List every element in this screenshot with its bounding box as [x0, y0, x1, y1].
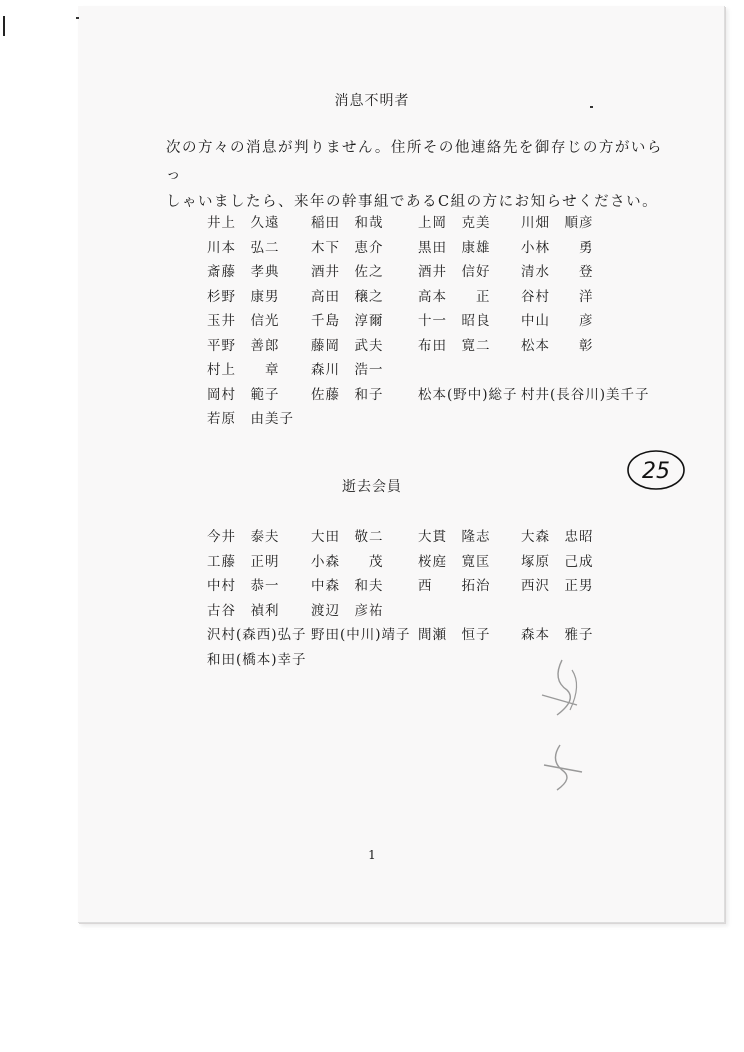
member-name: 布田 寛二	[418, 337, 491, 354]
member-name: 谷村 洋	[521, 288, 594, 305]
member-name: 森本 雅子	[521, 627, 594, 643]
member-name: 大森 忠昭	[521, 529, 594, 545]
intro-line-2: しゃいましたら、来年の幹事組であるC組の方にお知らせください。	[166, 194, 659, 210]
member-name: 木下 恵介	[311, 239, 384, 256]
missing-heading: 消息不明者	[334, 93, 410, 109]
member-name: 松本(野中)総子	[418, 386, 518, 403]
member-name: 小森 茂	[311, 553, 384, 570]
member-name: 松本 彰	[521, 337, 594, 354]
member-name: 佐藤 和子	[311, 386, 384, 403]
member-name: 今井 泰夫	[207, 529, 280, 545]
punch-mark	[76, 17, 79, 19]
member-name: 大田 敬二	[311, 529, 384, 545]
member-name: 井上 久遠	[207, 215, 280, 231]
member-name: 高田 穣之	[311, 288, 384, 305]
member-name: 上岡 克美	[418, 215, 491, 231]
member-name: 間瀬 恒子	[418, 627, 491, 643]
member-name: 塚原 己成	[521, 553, 594, 570]
member-name: 岡村 範子	[207, 386, 280, 403]
scan-margin	[0, 0, 78, 1052]
member-name: 和田(橋本)幸子	[207, 651, 307, 668]
member-name: 古谷 禎利	[207, 602, 280, 619]
member-name: 藤岡 武夫	[311, 337, 384, 354]
deceased-heading: 逝去会員	[342, 479, 402, 495]
member-name: 斎藤 孝典	[207, 264, 280, 280]
member-name: 西 拓治	[418, 578, 491, 594]
member-name: 千島 淳爾	[311, 313, 384, 329]
member-name: 大貫 隆志	[418, 529, 491, 545]
member-name: 高本 正	[418, 288, 491, 305]
member-name: 平野 善郎	[207, 337, 280, 354]
intro-line-1: 次の方々の消息が判りません。住所その他連絡先を御存じの方がいらっ	[166, 140, 663, 183]
member-name: 酒井 佐之	[311, 264, 384, 280]
member-name: 森川 浩一	[311, 362, 384, 378]
member-name: 西沢 正男	[521, 578, 594, 594]
member-name: 稲田 和哉	[311, 215, 384, 231]
page-number: 1	[368, 848, 376, 862]
scan-edge-mark	[3, 16, 5, 36]
member-name: 小林 勇	[521, 239, 594, 256]
member-name: 沢村(森西)弘子	[207, 627, 307, 643]
handwritten-scribble	[522, 650, 602, 800]
member-name: 野田(中川)靖子	[311, 627, 411, 643]
member-name: 黒田 康雄	[418, 239, 491, 256]
handwritten-number-circle	[625, 447, 687, 493]
member-name: 村井(長谷川)美千子	[521, 386, 650, 403]
member-name: 清水 登	[521, 264, 594, 280]
member-name: 玉井 信光	[207, 313, 280, 329]
member-name: 中村 恭一	[207, 578, 280, 594]
member-name: 十一 昭良	[418, 313, 491, 329]
member-name: 若原 由美子	[207, 411, 294, 427]
member-name: 酒井 信好	[418, 264, 491, 280]
handwritten-number: 25	[642, 459, 670, 484]
member-name: 桜庭 寛匡	[418, 553, 491, 570]
member-name: 工藤 正明	[207, 553, 280, 570]
member-name: 渡辺 彦祐	[311, 602, 384, 619]
member-name: 川畑 順彦	[521, 215, 594, 231]
member-name: 中山 彦	[521, 313, 594, 329]
member-name: 中森 和夫	[311, 578, 384, 594]
missing-intro	[166, 135, 666, 216]
member-name: 村上 章	[207, 362, 280, 378]
member-name: 杉野 康男	[207, 288, 280, 305]
member-name: 川本 弘二	[207, 239, 280, 256]
